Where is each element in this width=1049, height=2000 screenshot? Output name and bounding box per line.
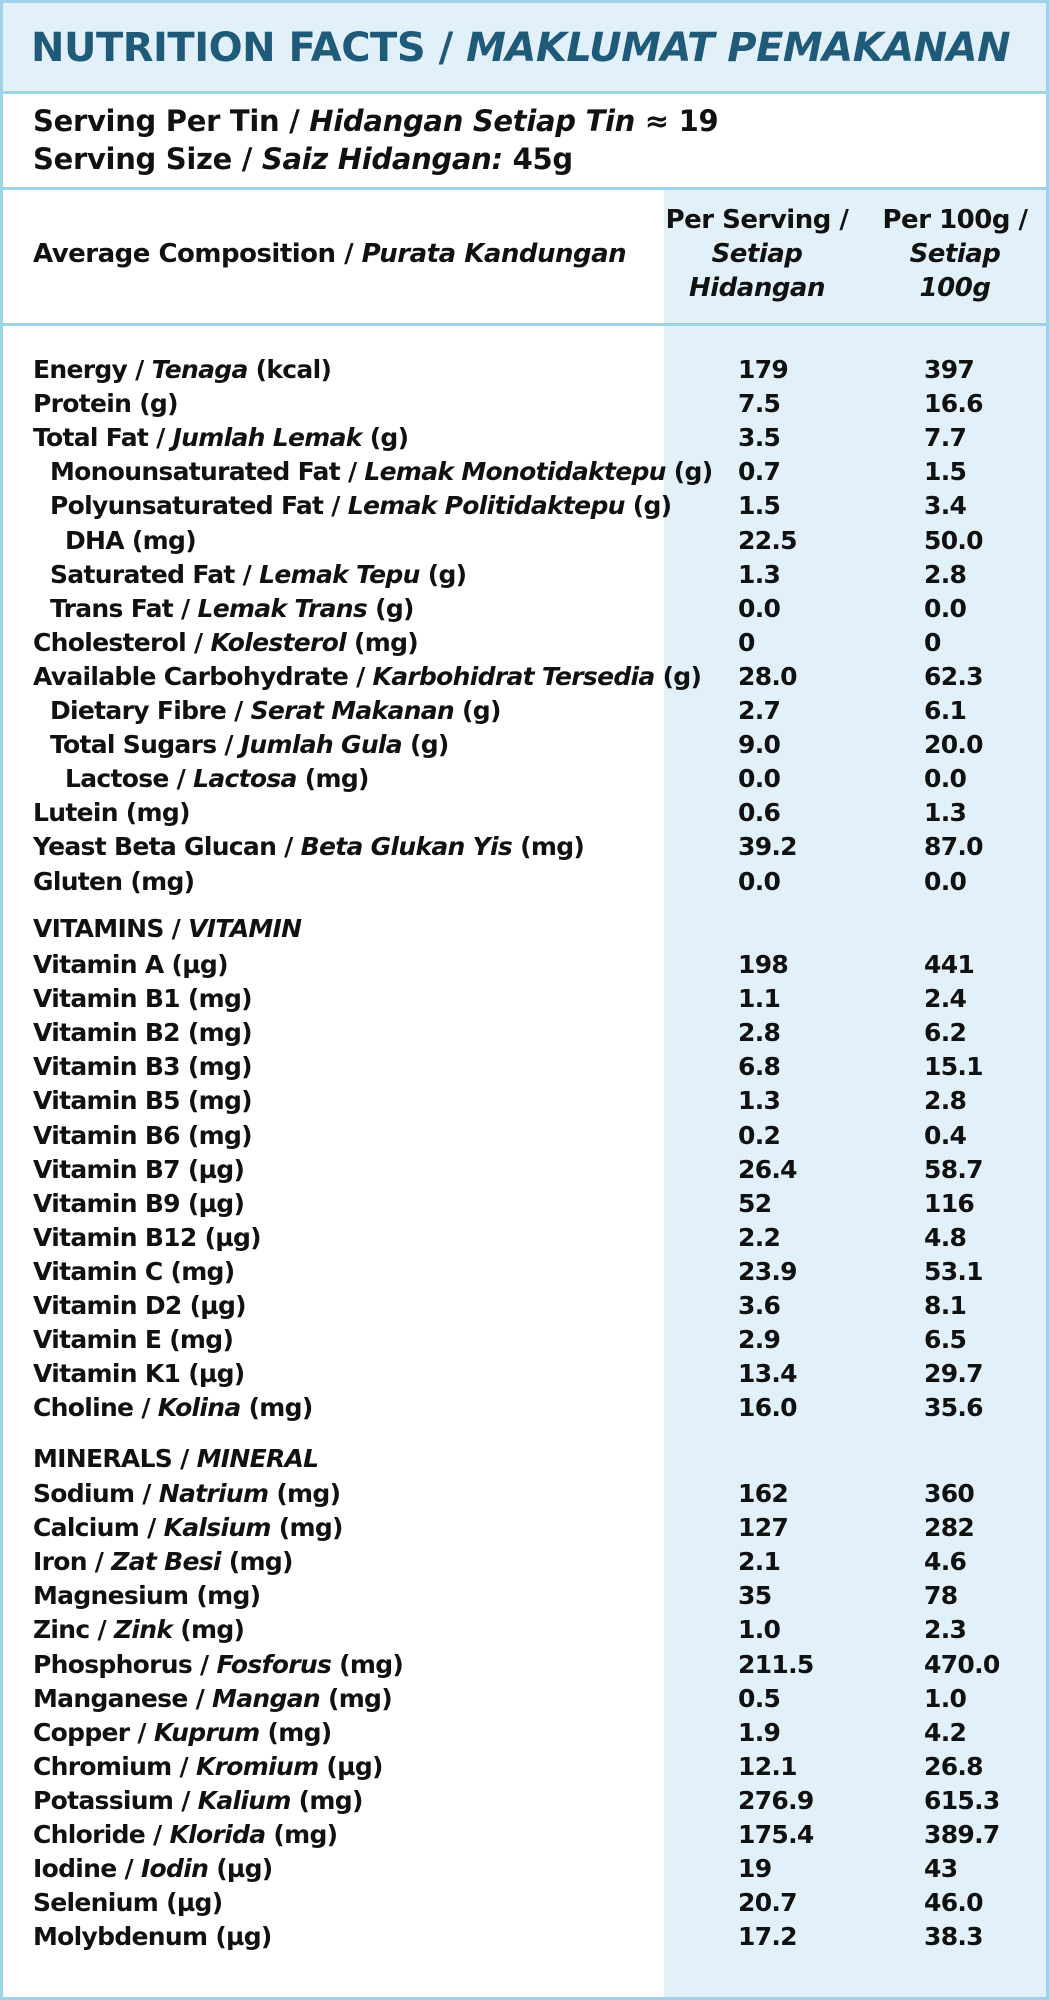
per-100g-value: 360: [924, 1479, 975, 1508]
per-serving-value: 127: [738, 1513, 789, 1543]
nutrient-label: Magnesium (mg): [33, 1581, 261, 1611]
per-serving-value: 35: [738, 1581, 772, 1611]
per-100g-value: 0.4: [924, 1120, 967, 1150]
nutrient-label: Vitamin B1 (mg): [33, 984, 252, 1014]
table-row: [3, 1920, 1046, 1954]
per-serving-value: 0.5: [738, 1683, 781, 1713]
per-serving-value: 162: [738, 1479, 789, 1508]
per-serving-value: 2.7: [738, 696, 781, 725]
per-serving-value: 16.0: [738, 1393, 797, 1423]
per-serving-value: 17.2: [738, 1922, 797, 1952]
table-row: [3, 1818, 1046, 1852]
per-serving-value: 1.3: [738, 1086, 781, 1116]
per-serving-value: 12.1: [738, 1751, 797, 1781]
per-100g-value: 2.8: [924, 1086, 967, 1116]
per-100g-value: 4.8: [924, 1222, 967, 1252]
per-100g-value: 58.7: [924, 1154, 983, 1184]
nutrient-label: Gluten (mg): [33, 866, 195, 896]
nutrient-label: Saturated Fat / Lemak Tepu (g): [50, 559, 467, 589]
per-100g-value: 43: [924, 1854, 958, 1884]
nutrient-label: Chromium / Kromium (µg): [33, 1751, 383, 1781]
per-100g-value: 1.5: [924, 457, 967, 487]
table-row: [3, 1391, 1046, 1425]
per-100g-value: 53.1: [924, 1256, 983, 1286]
per-serving-value: 1.5: [738, 491, 781, 521]
nutrient-label: Calcium / Kalsium (mg): [33, 1513, 343, 1543]
nutrient-label: Vitamin D2 (µg): [33, 1291, 246, 1320]
nutrient-label: Vitamin B5 (mg): [33, 1086, 252, 1116]
table-row: [3, 762, 1046, 796]
per-serving-value: 23.9: [738, 1256, 797, 1286]
table-row: [3, 1187, 1046, 1221]
per-100g-value: 3.4: [924, 491, 967, 521]
per-serving-value: 211.5: [738, 1649, 814, 1679]
per-100g-value: 116: [924, 1188, 975, 1218]
table-row: [3, 948, 1046, 982]
per-serving-value: 175.4: [738, 1820, 814, 1849]
per-serving-value: 0.7: [738, 457, 781, 487]
nutrient-label: DHA (mg): [65, 525, 196, 555]
table-row: [3, 660, 1046, 694]
nutrient-label: Lutein (mg): [33, 798, 190, 828]
table-row: [3, 830, 1046, 864]
per-100g-value: 470.0: [924, 1649, 1000, 1679]
nutrient-label: Monounsaturated Fat / Lemak Monotidaktepu (g): [50, 457, 713, 487]
per-100g-value: 87.0: [924, 832, 983, 862]
table-row: [3, 1511, 1046, 1545]
table-row: [3, 1084, 1046, 1118]
table-row: [3, 1784, 1046, 1818]
nutrient-label: Cholesterol / Kolesterol (mg): [33, 627, 419, 657]
table-row: [3, 728, 1046, 762]
per-100g-value: 16.6: [924, 389, 983, 419]
nutrient-label: Total Sugars / Jumlah Gula (g): [50, 730, 449, 760]
nutrient-label: Selenium (µg): [33, 1888, 223, 1918]
table-row: [3, 1852, 1046, 1886]
nutrient-label: Potassium / Kalium (mg): [33, 1785, 363, 1815]
table-row: [3, 1613, 1046, 1647]
table-row: [3, 1648, 1046, 1682]
per-serving-value: 1.1: [738, 984, 781, 1014]
composition-header: Average Composition / Purata Kandungan: [33, 239, 627, 269]
per-100g-value: 38.3: [924, 1922, 983, 1952]
table-row: [3, 558, 1046, 592]
nutrient-label: Protein (g): [33, 389, 178, 419]
table-row: [3, 1682, 1046, 1716]
table-row: [3, 592, 1046, 626]
per-100g-value: 1.0: [924, 1683, 967, 1713]
per-100g-value: 62.3: [924, 661, 983, 691]
per-100g-value: 397: [924, 355, 975, 384]
per-serving-value: 0.2: [738, 1120, 781, 1150]
per-serving-value: 2.9: [738, 1325, 781, 1355]
table-row: [3, 489, 1046, 523]
table-row: [3, 694, 1046, 728]
per-100g-header: Per 100g / Setiap 100g: [882, 205, 1028, 303]
table-row: [3, 421, 1046, 455]
per-100g-value: 2.8: [924, 559, 967, 589]
title-bar: [3, 3, 1046, 94]
nutrient-label: Dietary Fibre / Serat Makanan (g): [50, 696, 501, 725]
nutrient-label: Vitamin B2 (mg): [33, 1018, 252, 1048]
table-row: [3, 1477, 1046, 1511]
table-row: [3, 353, 1046, 387]
vitamins-section-title: VITAMINS / VITAMIN: [33, 914, 302, 943]
per-serving-header: Per Serving / Setiap Hidangan: [665, 205, 849, 303]
table-row: [3, 796, 1046, 830]
nutrient-label: Copper / Kuprum (mg): [33, 1717, 332, 1747]
per-serving-value: 179: [738, 355, 789, 384]
per-100g-value: 7.7: [924, 423, 967, 453]
nutrient-label: Phosphorus / Fosforus (mg): [33, 1649, 404, 1679]
table-row: [3, 1323, 1046, 1357]
per-serving-value: 1.0: [738, 1615, 781, 1645]
per-serving-value: 2.1: [738, 1547, 781, 1577]
serving-info: [3, 94, 1046, 190]
per-serving-value: 1.3: [738, 559, 781, 589]
nutrient-label: Vitamin B6 (mg): [33, 1120, 252, 1150]
nutrient-label: Vitamin K1 (µg): [33, 1359, 245, 1389]
nutrient-label: Lactose / Lactosa (mg): [65, 764, 369, 794]
serving-size: Serving Size / Saiz Hidangan: 45g: [33, 142, 573, 176]
table-row: [3, 1016, 1046, 1050]
table-row: [3, 1119, 1046, 1153]
per-100g-value: 0.0: [924, 866, 967, 896]
table-row: [3, 387, 1046, 421]
per-serving-value: 2.2: [738, 1222, 781, 1252]
per-serving-value: 22.5: [738, 525, 797, 555]
nutrient-label: Vitamin C (mg): [33, 1256, 235, 1286]
per-100g-value: 282: [924, 1513, 975, 1543]
nutrient-label: Iron / Zat Besi (mg): [33, 1547, 293, 1577]
table-row: [3, 1886, 1046, 1920]
per-serving-value: 7.5: [738, 389, 781, 419]
table-row: [3, 1255, 1046, 1289]
nutrient-label: Vitamin B7 (µg): [33, 1154, 245, 1184]
per-serving-value: 9.0: [738, 730, 781, 760]
header-divider: [3, 323, 1046, 326]
nutrient-label: Vitamin B12 (µg): [33, 1222, 261, 1252]
nutrient-label: Molybdenum (µg): [33, 1922, 272, 1952]
per-serving-value: 20.7: [738, 1888, 797, 1918]
per-100g-value: 35.6: [924, 1393, 983, 1423]
per-100g-value: 2.4: [924, 984, 967, 1014]
nutrient-label: Yeast Beta Glucan / Beta Glukan Yis (mg): [33, 832, 585, 862]
per-serving-value: 0.0: [738, 866, 781, 896]
per-serving-value: 52: [738, 1188, 772, 1218]
table-row: [3, 1545, 1046, 1579]
nutrient-label: Energy / Tenaga (kcal): [33, 355, 332, 384]
nutrient-label: Vitamin E (mg): [33, 1325, 234, 1355]
nutrient-label: Chloride / Klorida (mg): [33, 1820, 338, 1849]
nutrient-label: Zinc / Zink (mg): [33, 1615, 245, 1645]
per-serving-value: 0.0: [738, 593, 781, 623]
per-100g-value: 50.0: [924, 525, 983, 555]
per-serving-value: 28.0: [738, 661, 797, 691]
per-serving-value: 1.9: [738, 1717, 781, 1747]
per-serving-value: 276.9: [738, 1785, 814, 1815]
per-serving-value: 0.0: [738, 764, 781, 794]
table-row: [3, 524, 1046, 558]
per-100g-value: 8.1: [924, 1291, 967, 1320]
per-serving-value: 26.4: [738, 1154, 797, 1184]
per-100g-value: 0.0: [924, 593, 967, 623]
nutrient-label: Vitamin A (µg): [33, 950, 228, 979]
per-serving-value: 198: [738, 950, 789, 979]
per-100g-value: 26.8: [924, 1751, 983, 1781]
page-title: NUTRITION FACTS / MAKLUMAT PEMAKANAN: [31, 25, 1011, 71]
per-100g-value: 46.0: [924, 1888, 983, 1918]
per-serving-value: 19: [738, 1854, 772, 1884]
table-row: [3, 626, 1046, 660]
minerals-section-title: MINERALS / MINERAL: [33, 1444, 319, 1473]
table-row: [3, 1357, 1046, 1391]
per-100g-value: 15.1: [924, 1052, 983, 1082]
per-100g-value: 2.3: [924, 1615, 967, 1645]
per-100g-value: 389.7: [924, 1820, 1000, 1849]
servings-per-tin: Serving Per Tin / Hidangan Setiap Tin ≈ 19: [33, 104, 719, 138]
per-100g-value: 29.7: [924, 1359, 983, 1389]
per-serving-value: 3.6: [738, 1291, 781, 1320]
table-row: [3, 455, 1046, 489]
per-100g-value: 0.0: [924, 764, 967, 794]
nutrient-label: Sodium / Natrium (mg): [33, 1479, 341, 1508]
per-serving-value: 0: [738, 627, 755, 657]
nutrient-label: Manganese / Mangan (mg): [33, 1683, 392, 1713]
table-row: [3, 865, 1046, 899]
table-row: [3, 1153, 1046, 1187]
per-100g-value: 441: [924, 950, 975, 979]
per-100g-value: 20.0: [924, 730, 983, 760]
table-row: [3, 1750, 1046, 1784]
per-100g-value: 6.5: [924, 1325, 967, 1355]
per-100g-value: 4.2: [924, 1717, 967, 1747]
per-serving-value: 3.5: [738, 423, 781, 453]
nutrient-label: Total Fat / Jumlah Lemak (g): [33, 423, 409, 453]
table-row: [3, 1289, 1046, 1323]
per-serving-value: 0.6: [738, 798, 781, 828]
nutrient-label: Trans Fat / Lemak Trans (g): [50, 593, 414, 623]
per-100g-value: 1.3: [924, 798, 967, 828]
per-100g-value: 6.1: [924, 696, 967, 725]
per-100g-value: 6.2: [924, 1018, 967, 1048]
nutrient-label: Polyunsaturated Fat / Lemak Politidaktepu (g): [50, 491, 672, 521]
table-row: [3, 1050, 1046, 1084]
per-serving-value: 13.4: [738, 1359, 797, 1389]
nutrient-label: Vitamin B9 (µg): [33, 1188, 245, 1218]
per-100g-value: 78: [924, 1581, 958, 1611]
per-100g-value: 0: [924, 627, 941, 657]
table-row: [3, 1579, 1046, 1613]
per-serving-value: 6.8: [738, 1052, 781, 1082]
per-100g-value: 4.6: [924, 1547, 967, 1577]
table-row: [3, 982, 1046, 1016]
nutrient-label: Vitamin B3 (mg): [33, 1052, 252, 1082]
table-row: [3, 1221, 1046, 1255]
table-row: [3, 1716, 1046, 1750]
per-serving-value: 2.8: [738, 1018, 781, 1048]
nutrient-label: Iodine / Iodin (µg): [33, 1854, 273, 1884]
per-100g-value: 615.3: [924, 1785, 1000, 1815]
nutrient-label: Available Carbohydrate / Karbohidrat Tersedia (g): [33, 661, 702, 691]
nutrient-label: Choline / Kolina (mg): [33, 1393, 313, 1423]
per-serving-value: 39.2: [738, 832, 797, 862]
